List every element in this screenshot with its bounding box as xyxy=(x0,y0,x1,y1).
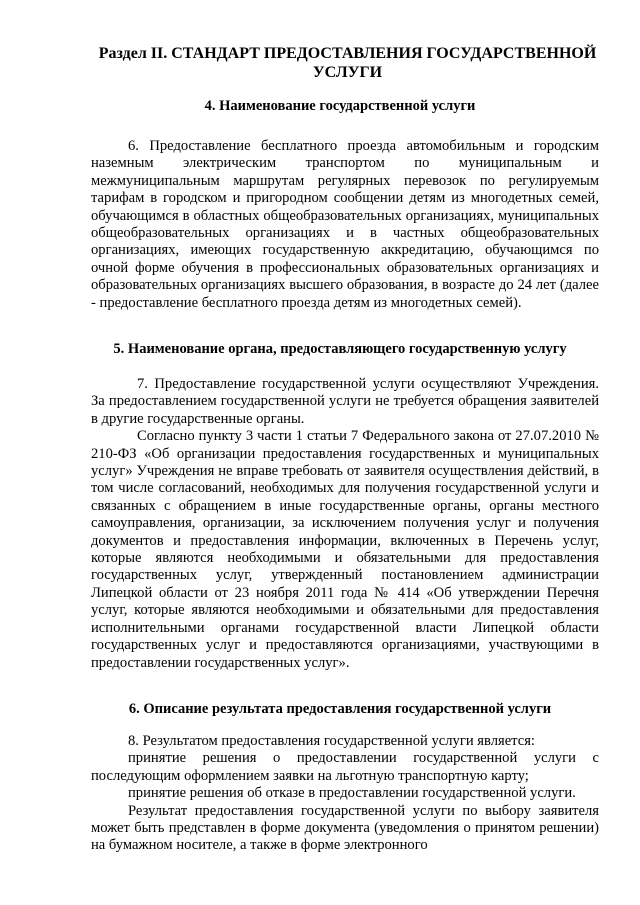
subsection-heading-6: 6. Описание результата предоставления государственной услуги xyxy=(128,701,552,717)
subsection-5-body xyxy=(91,376,599,672)
subsection-4-body xyxy=(91,138,599,312)
paragraph-6: 6. Предоставление бесплатного проезда автомобильным и городским наземным электрическим транспортом по муниципальным и межмуниципальным маршрутам регулярных перевозок по регулируемым тарифам в городском и пригородном сообщении детям из многодетных семей, обучающимся в областных общеобразовательных организациях, муниципальных общеобразовательных организациях и в частных общеобразовательных организациях, имеющих государственную аккредитацию, обучающимся по очной форме обучения в профессиональных образовательных организациях и образовательных организациях высшего образования, в возрасте до 24 лет (далее - предоставление бесплатного проезда детям из многодетных семей). xyxy=(91,138,599,311)
paragraph-7: 7. Предоставление государственной услуги осуществляют Учреждения. За предоставлением государственной услуги не требуется обращения заявителей в другие государственные органы. xyxy=(91,376,599,427)
section-title: Раздел II. СТАНДАРТ ПРЕДОСТАВЛЕНИЯ ГОСУДАРСТВЕННОЙ УСЛУГИ xyxy=(98,45,597,81)
result-option-grant: принятие решения о предоставлении государственной услуги с последующим оформлением заявки на льготную транспортную карту; xyxy=(91,750,599,784)
subsection-heading-5: 5. Наименование органа, предоставляющего государственную услугу xyxy=(113,341,567,357)
result-form-paragraph: Результат предоставления государственной услуги по выбору заявителя может быть представлен в форме документа (уведомления о принятом решении) на бумажном носителе, а также в форме электронного xyxy=(91,802,599,854)
subsection-heading-4: 4. Наименование государственной услуги xyxy=(204,98,476,114)
subsection-6-body xyxy=(91,733,599,855)
paragraph-7-continued: Согласно пункту 3 части 1 статьи 7 Федерального закона от 27.07.2010 № 210-ФЗ «Об организации предоставления государственных и муниципальных услуг» Учреждения не вправе требовать от заявителя осуществления действий, в том числе согласований, необходимых для получения государственной услуги и связанных с обращением в иные государственные органы, органы местного самоуправления, организации, за исключением получения услуг и получения документов и предоставления информации, включенных в Перечень услуг, которые являются необходимыми и обязательными для предоставления государственных услуг, утвержденный постановлением администрации Липецкой области от 23 ноября 2011 года № 414 «Об утверждении Перечня услуг, которые являются необходимыми и обязательными для предоставления исполнительными органами государственной власти Липецкой области государственных услуг и предоставляются организациями, участвующими в предоставлении государственных услуг». xyxy=(91,428,599,671)
result-option-refusal: принятие решения об отказе в предоставлении государственной услуги. xyxy=(128,785,576,802)
paragraph-8: 8. Результатом предоставления государственной услуги является: xyxy=(128,733,535,749)
